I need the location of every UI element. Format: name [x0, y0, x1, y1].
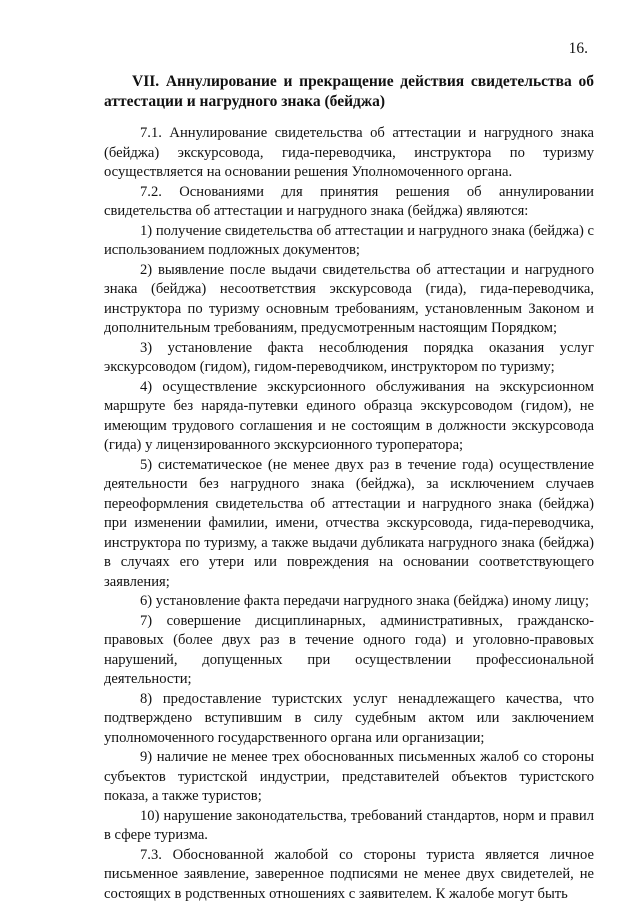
list-item-1: 1) получение свидетельства об аттестации и нагрудного знака (бейджа) с использованием подложных документов;: [104, 222, 594, 258]
list-item-3: 3) установление факта несоблюдения порядка оказания услуг экскурсоводом (гидом), гидом-переводчиком, инструктором по туризму;: [104, 339, 594, 375]
list-item-5: 5) систематическое (не менее двух раз в течение года) осуществление деятельности без нагрудного знака (бейджа), за исключением случаев переоформления свидетельства об аттестации и нагрудного знака (бейджа) при изменении фамилии, имени, отчества экскурсовода, гида-переводчика, инструктора по туризму, а также выдачи дубликата нагрудного знака (бейджа) в случаях его утери или повреждения на основании соответствующего заявления;: [104, 456, 594, 590]
list-item-9: 9) наличие не менее трех обоснованных письменных жалоб со стороны субъектов туристской индустрии, представителей объектов туристского показа, а также туристов;: [104, 749, 594, 804]
section-heading: VII. Аннулирование и прекращение действия свидетельства об аттестации и нагрудного знака (бейджа): [104, 73, 594, 110]
list-item-6: 6) установление факта передачи нагрудного знака (бейджа) иному лицу;: [140, 593, 590, 609]
list-item-7: 7) совершение дисциплинарных, административных, гражданско-правовых (более двух раз в течение одного года) и уголовно-правовых нарушений, допущенных при осуществлении профессиональной деятельности;: [104, 612, 594, 687]
paragraph-7-2: 7.2. Основаниями для принятия решения об аннулировании свидетельства об аттестации и нагрудного знака (бейджа) являются:: [104, 183, 594, 219]
list-item-2: 2) выявление после выдачи свидетельства об аттестации и нагрудного знака (бейджа) несоответствия экскурсовода (гида), гида-переводчика, инструктора по туризму основным требованиям, установленным Законом и дополнительным требованиям, предусмотренным настоящим Порядком;: [104, 261, 594, 336]
page-number: 16.: [568, 40, 588, 57]
document-body: [104, 124, 594, 904]
list-item-4: 4) осуществление экскурсионного обслуживания на экскурсионном маршруте без наряда-путевки единого образца экскурсоводом (гидом), не имеющим трудового соглашения и не состоящим в должности экскурсовода (гида) у лицензированного экскурсионного туроператора;: [104, 378, 594, 453]
paragraph-7-3: 7.3. Обоснованной жалобой со стороны туриста является личное письменное заявление, заверенное подписями не менее двух свидетелей, не состоящих в родственных отношениях с заявителем. К жалобе могут быть: [104, 846, 594, 902]
list-item-10: 10) нарушение законодательства, требований стандартов, норм и правил в сфере туризма.: [104, 807, 594, 843]
list-item-8: 8) предоставление туристских услуг ненадлежащего качества, что подтверждено вступившим в силу судебным актом или заключением уполномоченного государственного органа или организации;: [104, 690, 594, 746]
paragraph-7-1: 7.1. Аннулирование свидетельства об аттестации и нагрудного знака (бейджа) экскурсовода, гида-переводчика, инструктора по туризму осуществляется на основании решения Уполномоченного органа.: [104, 125, 594, 180]
